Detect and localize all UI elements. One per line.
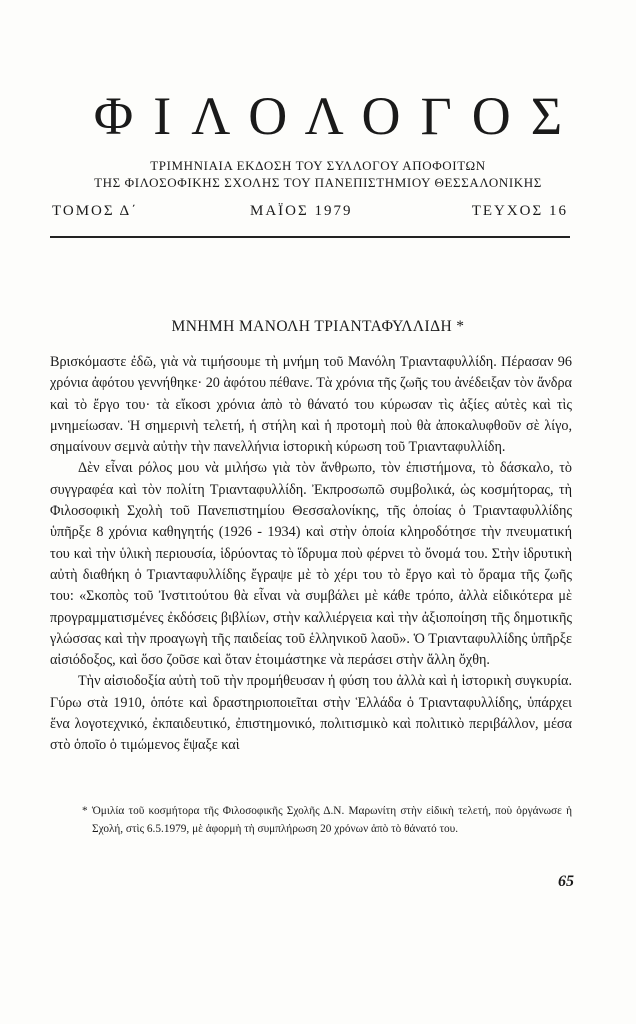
issue-info-row [52, 203, 568, 227]
article-paragraph: Δὲν εἶναι ρόλος μου νὰ μιλήσω γιὰ τὸν ἄνθρωπο, τὸν ἐπιστήμονα, τὸ δάσκαλο, τὸ συγγραφέα καὶ τὸν πολίτη Τριανταφυλλίδη. Ἐκπροσωπῶ συμβολικά, ὡς κοσμήτορας, τὴ Φιλοσοφικὴ Σχολὴ τοῦ Πανεπιστημίου Θεσσαλονίκης, τῆς ὁποίας ὁ Τριανταφυλλίδης ὑπῆρξε 8 χρόνια καθηγητής (1926 - 1934) καὶ στὴν ὁποία κληροδότησε τὴν πνευματική του καὶ τὴν ὑλικὴ περιουσία, ἱδρύοντας τὸ ἵδρυμα ποὺ φέρνει τὸ ὄνομά του. Στὴν ἱδρυτικὴ αὐτὴ διαθήκη ὁ Τριανταφυλλίδης ἔγραψε μὲ τὸ χέρι του τὸ ἔργο καὶ τὸ ὅραμα τῆς ζωῆς του: «Σκοπὸς τοῦ Ἰνστιτούτου θὰ εἶναι νὰ συμβάλει μὲ κάθε τρόπο, ἀλλὰ εἰδικότερα μὲ προγραμματισμένες ἐκδόσεις βιβλίων, στὴν καλλιέργεια καὶ τὴν ἀξιοποίηση τῆς δημοτικῆς γλώσσας καὶ τὴν προαγωγὴ τῆς παιδείας τοῦ ἑλληνικοῦ λαοῦ». Ὁ Τριανταφυλλίδης ὑπῆρξε αἰσιόδοξος, καὶ ὅσο ζοῦσε καὶ ὅταν ἑτοιμάστηκε νὰ περάσει στὴν ἄλλη ὄχθη. [50, 460, 572, 669]
footnote [50, 802, 572, 838]
journal-subtitle-line-2: ΤΗΣ ΦΙΛΟΣΟΦΙΚΗΣ ΣΧΟΛΗΣ ΤΟΥ ΠΑΝΕΠΙΣΤΗΜΙΟΥ ΘΕΣΣΑΛΟΝΙΚΗΣ [94, 175, 542, 190]
journal-title: ΦΙΛΟΛΟΓΟΣ [93, 86, 583, 146]
page-number: 65 [558, 873, 574, 890]
issue-date: ΜΑΪΟΣ 1979 [250, 203, 353, 219]
article-title: ΜΝΗΜΗ ΜΑΝΟΛΗ ΤΡΙΑΝΤΑΦΥΛΛΙΔΗ * [171, 318, 465, 335]
issue-volume: ΤΟΜΟΣ Δ΄ [52, 203, 139, 219]
header-divider [50, 236, 570, 238]
article-paragraph: Βρισκόμαστε ἐδῶ, γιὰ νὰ τιμήσουμε τὴ μνήμη τοῦ Μανόλη Τριανταφυλλίδη. Πέρασαν 96 χρόνια ἀφότου γεννήθηκε· 20 ἀφότου πέθανε. Τὰ χρόνια τῆς ζωῆς του ἀνέδειξαν τὸν ἄνδρα καὶ τὸ ἔργο του· τὰ εἴκοσι χρόνια ἀπὸ τὸ θάνατό του κύρωσαν τὶς ἀξίες αὐτὲς καὶ τὶς μνημείωσαν. Ἡ σημερινὴ τελετή, ἡ στήλη καὶ ἡ προτομὴ ποὺ θὰ ἀποκαλυφθοῦν σὲ λίγο, σημαίνουν σεμνὰ αὐτὴν τὴν πανελλήνια ἱστορικὴ κύρωση τοῦ Τριανταφυλλίδη. [50, 354, 572, 456]
issue-number: ΤΕΥΧΟΣ 16 [471, 203, 568, 219]
footnote-text: * Ὁμιλία τοῦ κοσμήτορα τῆς Φιλοσοφικῆς Σχολῆς Δ.Ν. Μαρωνίτη στὴν εἰδικὴ τελετή, ποὺ ὀργάνωσε ἡ Σχολή, στὶς 6.5.1979, μὲ ἀφορμὴ τὴ συμπλήρωση 20 χρόνων ἀπὸ τὸ θάνατό του. [82, 805, 572, 835]
article-body [50, 352, 572, 757]
article-paragraph: Τὴν αἰσιοδοξία αὐτὴ τοῦ τὴν προμήθευσαν ἡ φύση του ἀλλὰ καὶ ἡ ἱστορικὴ συγκυρία. Γύρω στὰ 1910, ὁπότε καὶ δραστηριοποιεῖται στὴν Ἑλλάδα ὁ Τριανταφυλλίδης, ὑπάρχει ἕνα λογοτεχνικό, ἐκπαιδευτικό, ἐπιστημονικό, πολιτισμικὸ καὶ πολιτικὸ περιβάλλον, μέσα στὸ ὁποῖο ὁ τιμώμενος ἔψαξε καὶ [50, 673, 572, 754]
journal-subtitle-line-1: ΤΡΙΜΗΝΙΑΙΑ ΕΚΔΟΣΗ ΤΟΥ ΣΥΛΛΟΓΟΥ ΑΠΟΦΟΙΤΩΝ [150, 158, 486, 173]
